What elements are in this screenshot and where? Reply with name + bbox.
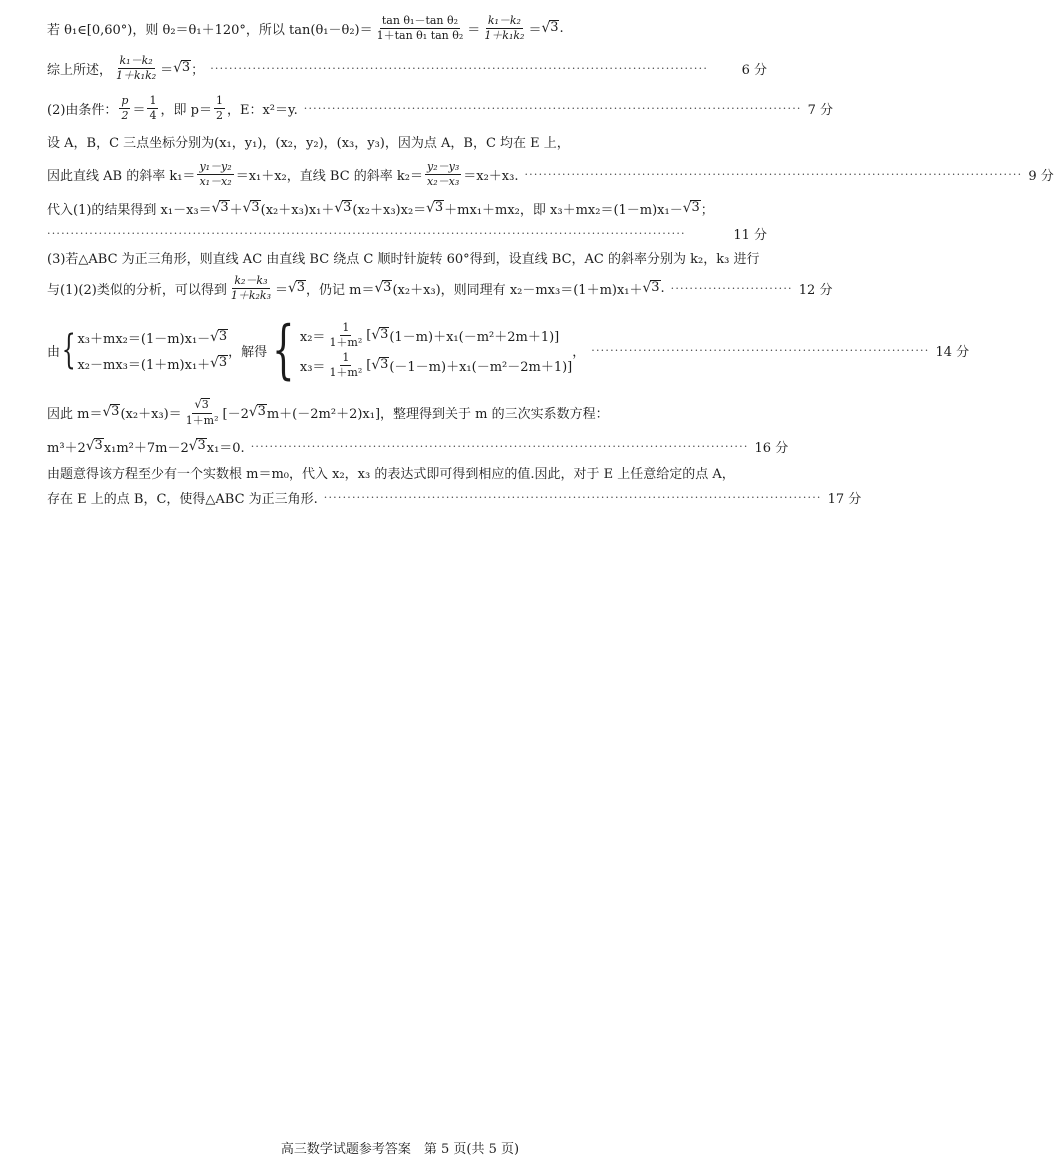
text: x₃＋mx₂＝(1－m)x₁－ (77, 331, 211, 347)
numerator: k₁－k₂ (487, 13, 521, 27)
fraction (482, 15, 526, 41)
radical-sign-icon: √ (682, 200, 692, 216)
square-root (371, 327, 389, 343)
square-root (210, 329, 228, 345)
radical-sign-icon: √ (426, 200, 435, 216)
fraction (229, 275, 273, 301)
text: ＝ (132, 102, 146, 118)
radical-sign-icon: √ (102, 404, 112, 420)
radicand: 3 (218, 329, 228, 344)
dotted-leader: ·········································································································· (210, 61, 709, 75)
fraction (327, 352, 364, 378)
text: 代入(1)的结果得到 x₁－x₃＝ (47, 202, 212, 218)
radical-sign-icon: √ (642, 280, 652, 296)
text: . (559, 20, 564, 36)
solution-line-8 (47, 246, 767, 268)
radical-sign-icon: √ (541, 20, 551, 36)
denominator: x₁－x₂ (199, 174, 232, 188)
square-root (683, 200, 701, 216)
denominator: 2 (121, 108, 129, 122)
numerator (192, 398, 211, 414)
radical-sign-icon: √ (188, 438, 198, 454)
text: 与(1)(2)类似的分析，可以得到 (47, 282, 227, 298)
radicand: 3 (197, 438, 206, 453)
fraction (147, 95, 158, 121)
denominator: 1＋m² (329, 335, 363, 349)
radical-sign-icon: √ (210, 355, 219, 371)
radical-sign-icon: √ (371, 327, 381, 343)
denominator: 1＋m² (329, 365, 363, 379)
text: ＝x₁＋x₂，直线 BC 的斜率 k₂＝ (235, 168, 424, 184)
numerator: y₂－y₃ (427, 159, 460, 173)
square-root (374, 280, 392, 296)
score-label: 17 分 (827, 491, 862, 507)
equation (77, 350, 228, 376)
text: x₂＝ (299, 329, 326, 345)
text: [－2 (222, 406, 249, 422)
square-root (102, 404, 120, 420)
text: 因此直线 AB 的斜率 k₁＝ (47, 168, 196, 184)
radical-sign-icon: √ (374, 280, 384, 296)
radical-sign-icon: √ (242, 200, 252, 216)
radicand: 3 (691, 200, 700, 215)
denominator: 1＋tan θ₁ tan θ₂ (376, 28, 464, 42)
radical-sign-icon: √ (248, 404, 258, 420)
solution-line-14 (47, 486, 862, 508)
square-root (243, 200, 261, 216)
denominator: 4 (149, 108, 157, 122)
dotted-leader: ········································································································································ (47, 226, 686, 240)
text: m＋(－2m²＋2)x₁]，整理得到关于 m 的三次实系数方程： (266, 406, 609, 422)
text: x₁m²＋7m－2 (103, 440, 189, 456)
dotted-leader: ·························· (670, 281, 793, 295)
denominator: 1＋k₂k₃ (230, 288, 271, 302)
fraction (119, 95, 130, 121)
left-brace-icon: { (61, 327, 76, 373)
numerator: p (121, 93, 129, 107)
radical-sign-icon: √ (194, 396, 202, 411)
text: ＋mx₁＋mx₂，即 x₃＋mx₂＝(1－m)x₁－ (444, 202, 683, 218)
text: (1－m)＋x₁(－m²＋2m＋1)] (389, 329, 560, 345)
fraction (425, 161, 461, 187)
radicand: 3 (434, 200, 444, 215)
fraction (184, 398, 221, 426)
radical-sign-icon: √ (288, 280, 297, 296)
solution-line-13 (47, 461, 767, 483)
square-root (194, 398, 209, 412)
text: 若 θ₁∈[0,60°)，则 θ₂＝θ₁＋120°，所以 tan(θ₁－θ₂)＝ (47, 22, 373, 38)
square-root (173, 60, 191, 76)
square-root (371, 357, 389, 373)
numerator: 1 (149, 93, 157, 107)
denominator: x₂－x₃ (427, 174, 460, 188)
numerator: 1 (215, 93, 223, 107)
text: 存在 E 上的点 B，C，使得△ABC 为正三角形. (47, 491, 318, 507)
fraction (327, 322, 364, 348)
numerator: 1 (342, 350, 350, 364)
text: 因此 m＝ (47, 406, 103, 422)
solution-line-5 (47, 158, 1054, 190)
text: (3)若△ABC 为正三角形，则直线 AC 由直线 BC 绕点 C 顺时针旋转 60°得到，设直线 BC，AC 的斜率分别为 k₂，k₃ 进行 (47, 251, 760, 267)
dotted-leader: ········································································ (591, 343, 930, 357)
square-root (426, 200, 444, 216)
fraction (375, 15, 466, 41)
numerator: k₁－k₂ (119, 53, 153, 67)
text: (x₂＋x₃)＝ (120, 406, 182, 422)
text: ，解得 (228, 344, 268, 360)
solution-line-1 (47, 12, 767, 44)
square-root (334, 200, 352, 216)
text: (2)由条件： (47, 102, 118, 118)
numerator: tan θ₁－tan θ₂ (381, 13, 459, 27)
text: (x₂＋x₃)，则同理有 x₂－mx₃＝(1＋m)x₁＋ (392, 282, 643, 298)
radical-sign-icon: √ (173, 60, 182, 76)
radicand: 3 (296, 280, 305, 295)
text: . (660, 280, 665, 296)
square-root (643, 280, 661, 296)
text: (x₂＋x₃)x₂＝ (352, 202, 427, 218)
radicand: 3 (220, 200, 229, 215)
text: 设 A，B，C 三点坐标分别为(x₁，y₁)，(x₂，y₂)，(x₃，y₃)，因为点 A，B，C 均在 E 上， (47, 135, 570, 151)
text: x₁＝0. (206, 440, 245, 456)
radical-sign-icon: √ (371, 357, 381, 373)
numerator: k₂－k₃ (234, 273, 268, 287)
solution-line-3 (47, 92, 833, 124)
score-label: 12 分 (798, 282, 833, 298)
square-root (541, 20, 559, 36)
text: ，即 p＝ (160, 102, 212, 118)
text: ＝x₂＋x₃. (463, 168, 519, 184)
equation-system (77, 324, 228, 376)
radicand: 3 (111, 404, 120, 419)
text: (－1－m)＋x₁(－m²－2m＋1)] (389, 359, 573, 375)
radicand: 3 (257, 404, 266, 419)
equation-system-block (47, 312, 970, 388)
numerator: y₁－y₂ (199, 159, 232, 173)
square-root (189, 438, 207, 454)
text: ，E：x²＝y. (226, 102, 298, 118)
radicand: 3 (383, 280, 392, 295)
solution-line-2 (47, 52, 767, 84)
text: 由题意得该方程至少有一个实数根 m＝m₀，代入 x₂，x₃ 的表达式即可得到相应的值.因此，对于 E 上任意给定的点 A， (47, 466, 735, 482)
denominator: 1＋m² (185, 413, 219, 427)
radicand: 3 (651, 280, 660, 295)
solution-line-12 (47, 434, 789, 458)
text: x₃＝ (299, 359, 326, 375)
solution-line-7 (47, 222, 767, 244)
square-root (249, 404, 267, 420)
text: ， (572, 344, 586, 360)
fraction (214, 95, 225, 121)
solution-line-9 (47, 272, 833, 304)
text: ； (700, 202, 714, 218)
radical-sign-icon: √ (210, 329, 219, 345)
text: m³＋2 (47, 440, 86, 456)
radicand: 3 (380, 357, 389, 372)
radical-sign-icon: √ (334, 200, 344, 216)
dotted-leader: ·········································································································· (323, 490, 822, 504)
square-root (210, 355, 228, 371)
score-label: 7 分 (807, 102, 833, 118)
dotted-leader: ·········································································································· (524, 167, 1023, 181)
radicand: 3 (550, 20, 559, 35)
dotted-leader: ·········································································································· (250, 439, 749, 453)
radicand: 3 (201, 397, 209, 411)
radical-sign-icon: √ (211, 200, 221, 216)
radicand: 3 (343, 200, 352, 215)
denominator: 1＋k₁k₂ (116, 68, 157, 82)
square-root (212, 200, 230, 216)
square-root (86, 438, 104, 454)
text: ＝ (528, 22, 542, 38)
text: 综上所述， (47, 62, 113, 78)
score-label: 11 分 (733, 227, 767, 243)
equation (300, 350, 572, 380)
score-label: 16 分 (754, 440, 789, 456)
radicand: 3 (181, 60, 191, 75)
text: [ (366, 357, 372, 373)
radicand: 3 (94, 438, 103, 453)
solution-line-11 (47, 394, 767, 430)
solution-system (300, 320, 572, 380)
fraction (197, 161, 233, 187)
dotted-leader: ·········································································································· (303, 101, 802, 115)
score-label: 6 分 (741, 62, 767, 78)
text: ＝ (160, 62, 174, 78)
text: ＝ (467, 22, 481, 38)
score-label: 9 分 (1028, 168, 1054, 184)
text: 由 (47, 344, 61, 360)
equation (300, 320, 572, 350)
solution-line-4 (47, 130, 767, 152)
radicand: 3 (380, 327, 389, 342)
denominator: 1＋k₁k₂ (484, 28, 525, 42)
text: ＝ (275, 282, 289, 298)
page-footer: 高三数学试题参考答案 第 5 页(共 5 页) (280, 1142, 520, 1157)
text: x₂－mx₃＝(1＋m)x₁＋ (77, 357, 211, 373)
radicand: 3 (218, 355, 228, 370)
square-root (288, 280, 306, 296)
score-label: 14 分 (935, 344, 970, 360)
radicand: 3 (251, 200, 260, 215)
text: ； (191, 62, 205, 78)
solution-line-6 (47, 196, 767, 220)
text: [ (366, 327, 372, 343)
equation (77, 324, 228, 350)
radical-sign-icon: √ (85, 438, 95, 454)
denominator: 2 (215, 108, 223, 122)
fraction (114, 55, 158, 81)
text: ，仍记 m＝ (306, 282, 375, 298)
left-brace-icon: { (272, 313, 295, 387)
numerator: 1 (342, 320, 350, 334)
text: (x₂＋x₃)x₁＋ (260, 202, 335, 218)
text: ＋ (229, 202, 243, 218)
